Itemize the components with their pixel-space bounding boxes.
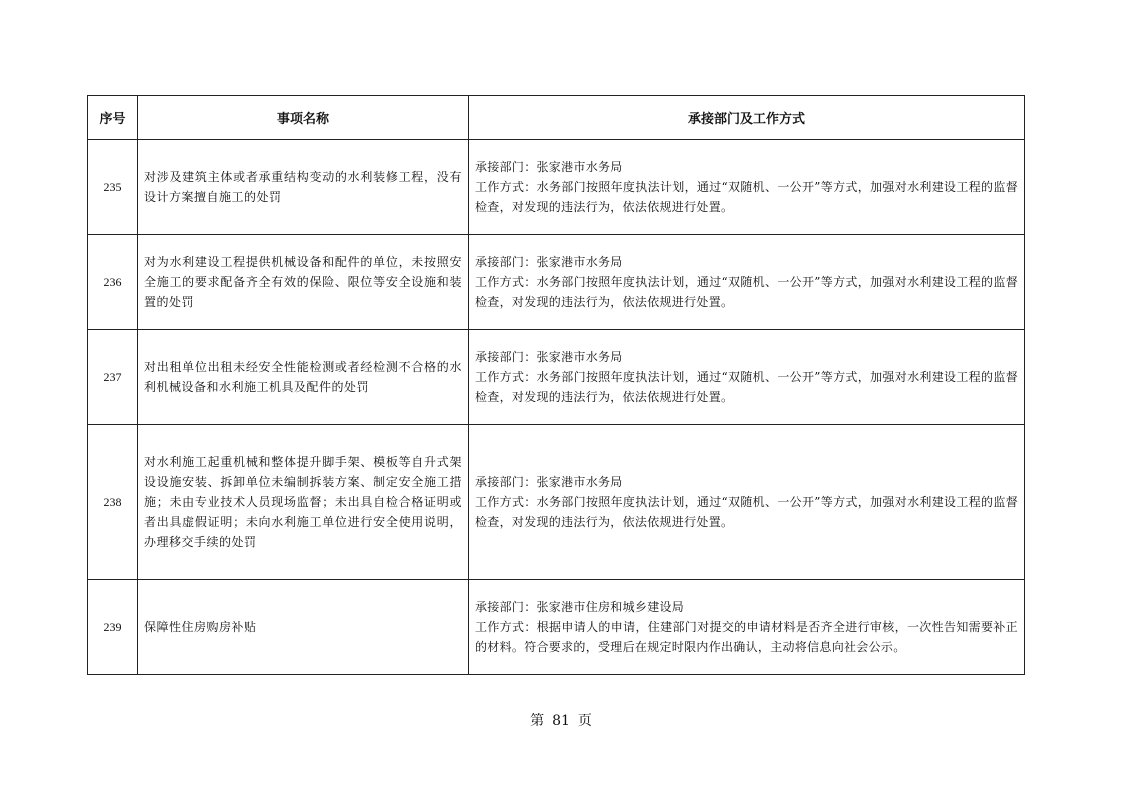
row-name: 对为水利建设工程提供机械设备和配件的单位，未按照安全施工的要求配备齐全有效的保险、限位等安全设施和装置的处罚 <box>138 235 469 330</box>
table-row <box>88 425 1025 580</box>
row-method: 工作方式：水务部门按照年度执法计划，通过“双随机、一公开”等方式，加强对水利建设工程的监督检查，对发现的违法行为，依法依规进行处置。 <box>475 370 1018 404</box>
row-name: 对涉及建筑主体或者承重结构变动的水利装修工程，没有设计方案擅自施工的处罚 <box>138 140 469 235</box>
row-department: 承接部门：张家港市水务局 <box>475 160 623 174</box>
page-prefix: 第 <box>530 713 545 729</box>
header-number: 序号 <box>88 96 138 140</box>
row-method: 工作方式：根据申请人的申请，住建部门对提交的申请材料是否齐全进行审核，一次性告知需要补正的材料。符合要求的，受理后在规定时限内作出确认，主动将信息向社会公示。 <box>475 620 1018 654</box>
row-method: 工作方式：水务部门按照年度执法计划，通过“双随机、一公开”等方式，加强对水利建设工程的监督检查，对发现的违法行为，依法依规进行处置。 <box>475 180 1018 214</box>
row-department-cell <box>469 425 1025 580</box>
row-number: 237 <box>88 330 138 425</box>
document-table-container <box>87 95 1024 675</box>
row-department-cell <box>469 140 1025 235</box>
page-number: 81 <box>552 713 570 729</box>
row-name: 对出租单位出租未经安全性能检测或者经检测不合格的水利机械设备和水利施工机具及配件的处罚 <box>138 330 469 425</box>
table-row <box>88 330 1025 425</box>
table-row <box>88 580 1025 675</box>
row-department: 承接部门：张家港市水务局 <box>475 255 623 269</box>
header-department: 承接部门及工作方式 <box>469 96 1025 140</box>
row-department: 承接部门：张家港市水务局 <box>475 350 623 364</box>
row-number: 235 <box>88 140 138 235</box>
row-department: 承接部门：张家港市水务局 <box>475 475 623 489</box>
table-row <box>88 235 1025 330</box>
row-number: 239 <box>88 580 138 675</box>
table-header-row <box>88 96 1025 140</box>
row-department-cell <box>469 235 1025 330</box>
row-department-cell <box>469 330 1025 425</box>
row-department-cell <box>469 580 1025 675</box>
row-department: 承接部门：张家港市住房和城乡建设局 <box>475 600 685 614</box>
row-name: 对水利施工起重机械和整体提升脚手架、模板等自升式架设设施安装、拆卸单位未编制拆装方案、制定安全施工措施；未由专业技术人员现场监督；未出具自检合格证明或者出具虚假证明；未向水利施工单位进行安全使用说明，办理移交手续的处罚 <box>138 425 469 580</box>
matters-table <box>87 95 1025 675</box>
row-method: 工作方式：水务部门按照年度执法计划，通过“双随机、一公开”等方式，加强对水利建设工程的监督检查，对发现的违法行为，依法依规进行处置。 <box>475 275 1018 309</box>
page-suffix: 页 <box>577 713 592 729</box>
row-method: 工作方式：水务部门按照年度执法计划，通过“双随机、一公开”等方式，加强对水利建设工程的监督检查，对发现的违法行为，依法依规进行处置。 <box>475 495 1018 529</box>
row-number: 236 <box>88 235 138 330</box>
row-name: 保障性住房购房补贴 <box>138 580 469 675</box>
row-number: 238 <box>88 425 138 580</box>
header-name: 事项名称 <box>138 96 469 140</box>
page-footer <box>0 710 1122 730</box>
table-row <box>88 140 1025 235</box>
